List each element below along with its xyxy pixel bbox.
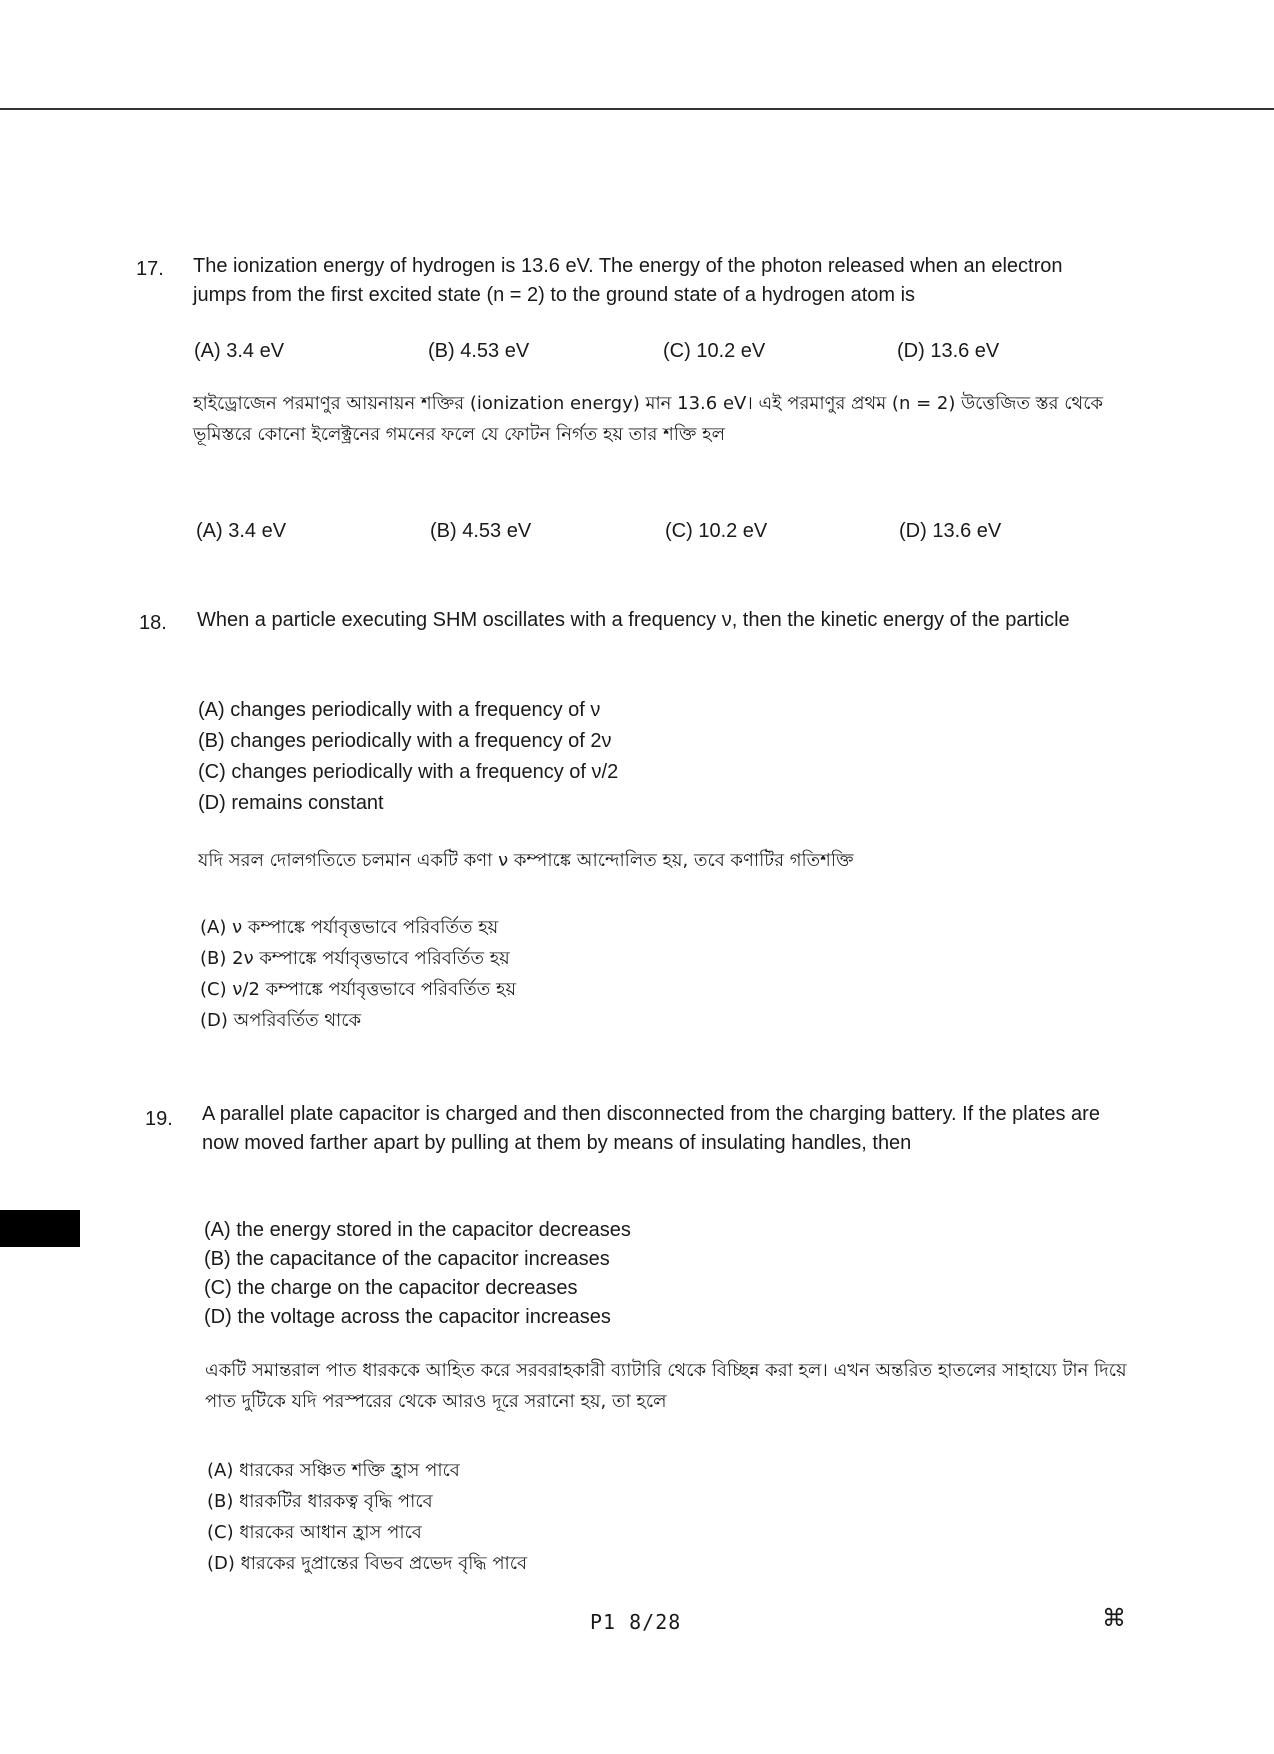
options-bn bbox=[207, 1455, 1132, 1579]
option-a: (A) 3.4 eV bbox=[194, 340, 285, 362]
options-en bbox=[204, 1216, 631, 1332]
option-b: (B) the capacitance of the capacitor increases bbox=[204, 1248, 610, 1270]
question-text-en: When a particle executing SHM oscillates with a frequency ν, then the kinetic energy of the particle bbox=[197, 609, 1070, 631]
option-d: (D) remains constant bbox=[198, 792, 384, 814]
option-c: (C) 10.2 eV bbox=[663, 340, 766, 362]
option-a-bn: (A) ধারকের সঞ্চিত শক্তি হ্রাস পাবে bbox=[207, 1460, 460, 1481]
option-b-bn: (B) 2ν কম্পাঙ্কে পর্যাবৃত্তভাবে পরিবর্তিত হয় bbox=[200, 948, 510, 969]
option-b: (B) 4.53 eV bbox=[428, 340, 530, 362]
header-rule bbox=[0, 108, 1274, 110]
question-number: 18. bbox=[139, 612, 167, 634]
question-text-en: The ionization energy of hydrogen is 13.6 eV. The energy of the photon released when an electron jumps from the first excited state (n = 2) to the ground state of a hydrogen atom is bbox=[193, 255, 1063, 306]
options-bn bbox=[200, 912, 1125, 1036]
option-a: (A) the energy stored in the capacitor decreases bbox=[204, 1219, 631, 1241]
options-en bbox=[198, 695, 618, 819]
option-a-bn: (A) 3.4 eV bbox=[196, 520, 287, 542]
option-c-bn: (C) ধারকের আধান হ্রাস পাবে bbox=[207, 1522, 422, 1543]
option-d-bn: (D) ধারকের দুপ্রান্তের বিভব প্রভেদ বৃদ্ধি পাবে bbox=[207, 1553, 528, 1574]
option-b: (B) changes periodically with a frequency of 2ν bbox=[198, 730, 612, 752]
option-d-bn: (D) অপরিবর্তিত থাকে bbox=[200, 1010, 362, 1031]
question-number: 17. bbox=[136, 258, 164, 280]
question-text-bn: হাইড্রোজেন পরমাণুর আয়নায়ন শক্তির (ionization energy) মান 13.6 eV। এই পরমাণুর প্রথম (n = 2) উত্তেজিত স্তর থেকে ভূমিস্তরে কোনো ইলেক্ট্রনের গমনের ফলে যে ফোটন নির্গত হয় তার শক্তি হল bbox=[193, 393, 1104, 445]
question-text-en: A parallel plate capacitor is charged and then disconnected from the charging battery. If the plates are now moved farther apart by pulling at them by means of insulating handles, then bbox=[202, 1103, 1100, 1154]
option-d-bn: (D) 13.6 eV bbox=[899, 520, 1002, 542]
option-a-bn: (A) ν কম্পাঙ্কে পর্যাবৃত্তভাবে পরিবর্তিত হয় bbox=[200, 917, 499, 938]
margin-black-mark bbox=[0, 1210, 80, 1247]
command-symbol-icon: ⌘ bbox=[1102, 1605, 1126, 1632]
option-a: (A) changes periodically with a frequency of ν bbox=[198, 699, 601, 721]
option-d: (D) 13.6 eV bbox=[897, 340, 1000, 362]
page-number: P1 8/28 bbox=[590, 1610, 682, 1634]
option-c-bn: (C) ν/2 কম্পাঙ্কে পর্যাবৃত্তভাবে পরিবর্তিত হয় bbox=[200, 979, 517, 1000]
option-b-bn: (B) ধারকটির ধারকত্ব বৃদ্ধি পাবে bbox=[207, 1491, 433, 1512]
option-d: (D) the voltage across the capacitor increases bbox=[204, 1306, 611, 1328]
question-text-bn: যদি সরল দোলগতিতে চলমান একটি কণা ν কম্পাঙ্কে আন্দোলিত হয়, তবে কণাটির গতিশক্তি bbox=[198, 850, 854, 871]
option-c: (C) changes periodically with a frequency of ν/2 bbox=[198, 761, 619, 783]
option-c-bn: (C) 10.2 eV bbox=[665, 520, 768, 542]
option-c: (C) the charge on the capacitor decreases bbox=[204, 1277, 578, 1299]
option-b-bn: (B) 4.53 eV bbox=[430, 520, 532, 542]
question-number: 19. bbox=[145, 1108, 173, 1130]
question-text-bn: একটি সমান্তরাল পাত ধারককে আহিত করে সরবরাহকারী ব্যাটারি থেকে বিচ্ছিন্ন করা হল। এখন অন্তরিত হাতলের সাহায্যে টান দিয়ে পাত দুটিকে যদি পরস্পরের থেকে আরও দূরে সরানো হয়, তা হলে bbox=[205, 1360, 1127, 1412]
